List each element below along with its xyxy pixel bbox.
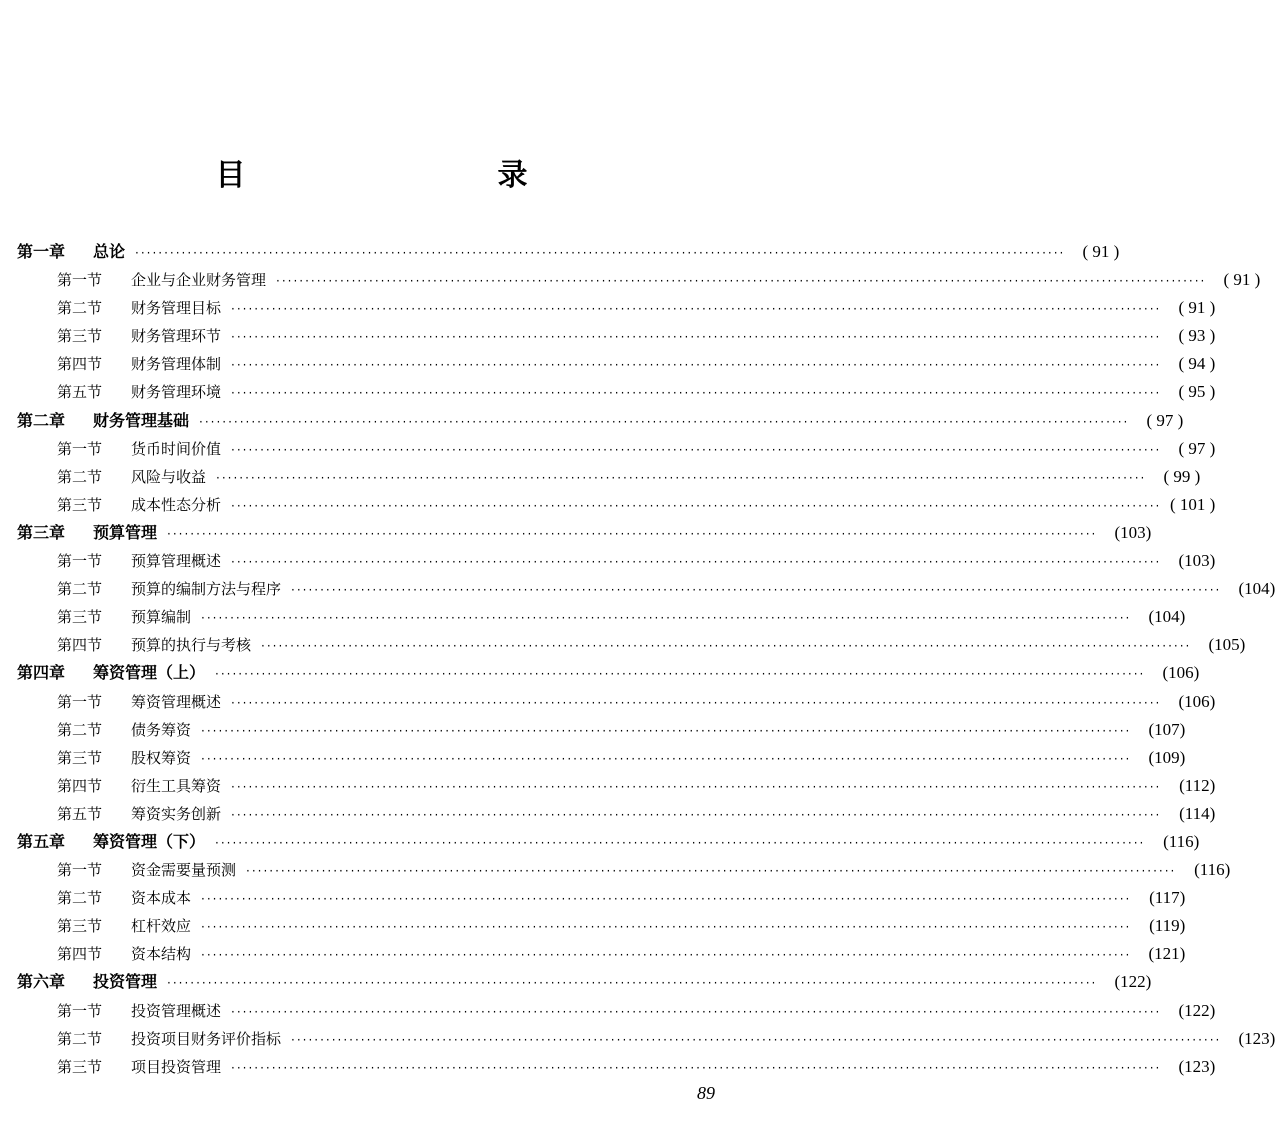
toc-entry-number: 第一节	[57, 861, 103, 880]
toc-section-row	[17, 688, 1216, 716]
toc-entry-page: ( 91 )	[1223, 270, 1261, 290]
toc-entry-number: 第三节	[57, 1057, 103, 1076]
toc-entry-label	[17, 407, 189, 435]
toc-entry-title: 财务管理目标	[131, 299, 222, 318]
toc-entry-number: 第三节	[57, 327, 103, 346]
toc-section-row	[17, 378, 1216, 406]
toc-entry-title: 筹资实务创新	[131, 804, 222, 823]
toc-dot-leader: ································································································································································	[215, 667, 1146, 682]
toc-dot-leader: ································································································································································	[231, 498, 1162, 513]
toc-dot-leader: ································································································································································	[231, 695, 1162, 710]
toc-entry-page: (104)	[1238, 579, 1275, 599]
toc-entry-number: 第二节	[57, 720, 103, 739]
toc-dot-leader: ································································································································································	[167, 526, 1098, 541]
toc-entry-number: 第一节	[57, 1001, 103, 1020]
toc-entry-page: ( 91 )	[1178, 298, 1216, 318]
toc-entry-label	[17, 828, 205, 856]
toc-entry-title: 筹资管理概述	[131, 692, 222, 711]
toc-entry-page: ( 97 )	[1146, 410, 1184, 430]
toc-entry-page: (123)	[1238, 1028, 1275, 1048]
toc-section-row	[17, 997, 1216, 1025]
toc-dot-leader: ································································································································································	[231, 555, 1162, 570]
toc-dot-leader: ································································································································································	[216, 470, 1147, 485]
toc-entry-title: 财务管理体制	[131, 355, 222, 374]
toc-section-row	[17, 266, 1261, 294]
toc-entry-label	[57, 1025, 281, 1053]
toc-entry-title: 筹资管理（下）	[93, 831, 206, 851]
toc-entry-title: 预算管理	[93, 522, 158, 542]
toc-entry-page: (122)	[1114, 972, 1152, 992]
toc-entry-page: (112)	[1179, 775, 1216, 795]
toc-entry-title: 债务筹资	[131, 720, 192, 739]
toc-entry-label	[57, 997, 221, 1025]
toc-section-row	[17, 1053, 1216, 1081]
toc-section-row	[17, 463, 1201, 491]
toc-entry-title: 财务管理基础	[93, 410, 190, 430]
toc-entry-page: ( 95 )	[1178, 382, 1216, 402]
toc-chapter-row	[17, 828, 1200, 856]
toc-entry-title: 衍生工具筹资	[131, 776, 222, 795]
toc-dot-leader: ································································································································································	[135, 246, 1066, 260]
toc-entry-label	[17, 968, 157, 996]
toc-entry-title: 股权筹资	[131, 748, 192, 767]
toc-entry-title: 预算编制	[131, 608, 192, 627]
toc-section-row	[17, 772, 1216, 800]
toc-entry-number: 第二节	[57, 299, 103, 318]
toc-section-row	[17, 884, 1186, 912]
toc-dot-leader: ································································································································································	[231, 779, 1162, 794]
toc-entry-label	[57, 912, 191, 940]
page-number: 89	[697, 1083, 715, 1103]
toc-entry-page: (103)	[1114, 522, 1152, 542]
toc-dot-leader: ································································································································································	[231, 386, 1162, 401]
toc-entry-label	[17, 238, 125, 266]
toc-entry-page: (117)	[1149, 888, 1186, 908]
toc-entry-label	[17, 659, 205, 687]
toc-entry-title: 项目投资管理	[131, 1057, 222, 1076]
toc-section-row	[17, 940, 1186, 968]
toc-entry-number: 第二节	[57, 580, 103, 599]
toc-dot-leader: ································································································································································	[199, 414, 1130, 429]
toc-entry-label	[57, 350, 221, 378]
toc-chapter-row	[17, 659, 1200, 687]
toc-entry-label	[17, 519, 157, 547]
toc-entry-label	[57, 716, 191, 744]
toc-entry-number: 第四节	[57, 945, 103, 964]
toc-entry-title: 资本结构	[131, 945, 192, 964]
toc-entry-number: 第三章	[17, 522, 66, 542]
toc-section-row	[17, 575, 1275, 603]
toc-entry-page: (106)	[1178, 691, 1216, 711]
toc-entry-title: 杠杆效应	[131, 917, 192, 936]
toc-entry-page: (104)	[1148, 607, 1186, 627]
toc-entry-page: ( 101 )	[1170, 494, 1216, 514]
toc-section-row	[17, 912, 1186, 940]
toc-entry-label	[57, 1053, 221, 1081]
toc-entry-title: 资金需要量预测	[131, 861, 237, 880]
toc-entry-page: ( 93 )	[1178, 326, 1216, 346]
toc-entry-number: 第一节	[57, 552, 103, 571]
toc-entry-page: (114)	[1179, 803, 1216, 823]
toc-entry-page: ( 97 )	[1178, 438, 1216, 458]
toc-dot-leader: ································································································································································	[201, 892, 1132, 907]
toc-entry-page: ( 94 )	[1178, 354, 1216, 374]
toc-dot-leader: ································································································································································	[231, 1004, 1162, 1019]
toc-entry-label	[57, 435, 221, 463]
toc-entry-page: ( 91 )	[1082, 242, 1120, 261]
toc-entry-page: (119)	[1149, 916, 1186, 936]
toc-chapter-row	[17, 238, 1120, 266]
toc-entry-label	[57, 491, 221, 519]
toc-section-row	[17, 603, 1186, 631]
toc-entry-page: (103)	[1178, 551, 1216, 571]
toc-entry-title: 预算管理概述	[131, 552, 222, 571]
toc-entry-title: 企业与企业财务管理	[131, 271, 267, 290]
toc-entry-page: (109)	[1148, 747, 1186, 767]
toc-section-row	[17, 547, 1216, 575]
toc-entry-page: (106)	[1162, 663, 1200, 683]
toc-entry-number: 第一章	[17, 242, 66, 261]
toc-entry-page: (105)	[1208, 635, 1246, 655]
toc-entry-number: 第四节	[57, 636, 103, 655]
toc-entry-number: 第一节	[57, 271, 103, 290]
toc-entry-number: 第一节	[57, 439, 103, 458]
toc-dot-leader: ································································································································································	[231, 442, 1162, 457]
toc-entry-title: 预算的执行与考核	[131, 636, 252, 655]
toc-entry-page: (107)	[1148, 719, 1186, 739]
toc-dot-leader: ································································································································································	[231, 1060, 1162, 1075]
toc-chapter-row	[17, 968, 1152, 996]
toc-section-row	[17, 800, 1216, 828]
page-title: 目 录	[215, 158, 592, 193]
toc-section-row	[17, 716, 1186, 744]
toc-entry-title: 筹资管理（上）	[93, 663, 206, 683]
toc-dot-leader: ································································································································································	[215, 835, 1146, 850]
toc-entry-label	[57, 688, 221, 716]
toc-entry-label	[57, 378, 221, 406]
toc-section-row	[17, 1025, 1275, 1053]
toc-dot-leader: ································································································································································	[276, 274, 1207, 289]
toc-entry-label	[57, 856, 236, 884]
toc-entry-number: 第三节	[57, 495, 103, 514]
toc-dot-leader: ································································································································································	[201, 751, 1132, 766]
toc-entry-title: 总论	[93, 242, 126, 261]
toc-entry-title: 预算的编制方法与程序	[131, 580, 282, 599]
toc-entry-title: 资本成本	[131, 889, 192, 908]
toc-entry-title: 财务管理环节	[131, 327, 222, 346]
toc-dot-leader: ································································································································································	[201, 723, 1132, 738]
toc-entry-title: 成本性态分析	[131, 495, 222, 514]
toc-section-row	[17, 435, 1216, 463]
toc-entry-number: 第二章	[17, 410, 66, 430]
toc-entry-number: 第三节	[57, 608, 103, 627]
toc-dot-leader: ································································································································································	[261, 639, 1192, 654]
toc-entry-title: 投资管理	[93, 972, 158, 992]
toc-entry-page: ( 99 )	[1163, 466, 1201, 486]
toc-entry-number: 第二节	[57, 889, 103, 908]
toc-entry-number: 第四节	[57, 776, 103, 795]
toc-dot-leader: ································································································································································	[201, 611, 1132, 626]
toc-section-row	[17, 350, 1216, 378]
toc-entry-title: 投资项目财务评价指标	[131, 1029, 282, 1048]
toc-section-row	[17, 322, 1216, 350]
toc-section-row	[17, 744, 1186, 772]
toc-entry-label	[57, 322, 221, 350]
toc-entry-label	[57, 575, 281, 603]
toc-dot-leader: ································································································································································	[291, 1032, 1222, 1047]
toc-entry-page: (116)	[1194, 860, 1231, 880]
toc-entry-label	[57, 547, 221, 575]
toc-dot-leader: ································································································································································	[291, 583, 1222, 598]
toc-entry-label	[57, 603, 191, 631]
toc-section-row	[17, 294, 1216, 322]
toc-dot-leader: ································································································································································	[231, 807, 1162, 822]
toc-dot-leader: ································································································································································	[231, 302, 1162, 317]
toc-entry-label	[57, 266, 266, 294]
toc-entry-label	[57, 744, 191, 772]
toc-entry-page: (116)	[1163, 831, 1200, 851]
toc-entry-title: 货币时间价值	[131, 439, 222, 458]
toc-entry-number: 第四章	[17, 663, 66, 683]
toc-entry-number: 第四节	[57, 355, 103, 374]
toc-dot-leader: ································································································································································	[201, 948, 1132, 963]
toc-entry-label	[57, 884, 191, 912]
toc-dot-leader: ································································································································································	[201, 920, 1132, 935]
toc-section-row	[17, 856, 1231, 884]
toc-entry-page: (123)	[1178, 1056, 1216, 1076]
toc-entry-title: 风险与收益	[131, 467, 207, 486]
toc-section-row	[17, 631, 1246, 659]
toc-entry-title: 投资管理概述	[131, 1001, 222, 1020]
toc-dot-leader: ································································································································································	[231, 358, 1162, 373]
toc-entry-number: 第五节	[57, 383, 103, 402]
toc-chapter-row	[17, 519, 1152, 547]
toc-entry-page: (121)	[1148, 944, 1186, 964]
table-of-contents	[17, 238, 1275, 1081]
toc-dot-leader: ································································································································································	[167, 976, 1098, 991]
toc-section-row	[17, 491, 1216, 519]
toc-entry-number: 第三节	[57, 917, 103, 936]
toc-entry-number: 第二节	[57, 1029, 103, 1048]
toc-entry-number: 第五节	[57, 804, 103, 823]
toc-entry-title: 财务管理环境	[131, 383, 222, 402]
toc-entry-label	[57, 294, 221, 322]
toc-dot-leader: ································································································································································	[231, 330, 1162, 345]
toc-entry-label	[57, 800, 221, 828]
toc-entry-label	[57, 940, 191, 968]
toc-entry-label	[57, 463, 206, 491]
toc-entry-number: 第三节	[57, 748, 103, 767]
toc-entry-page: (122)	[1178, 1000, 1216, 1020]
toc-entry-number: 第六章	[17, 972, 66, 992]
toc-entry-label	[57, 631, 251, 659]
toc-entry-number: 第一节	[57, 692, 103, 711]
toc-dot-leader: ································································································································································	[246, 864, 1177, 879]
toc-entry-number: 第二节	[57, 467, 103, 486]
toc-entry-label	[57, 772, 221, 800]
toc-entry-number: 第五章	[17, 831, 66, 851]
toc-chapter-row	[17, 407, 1184, 435]
